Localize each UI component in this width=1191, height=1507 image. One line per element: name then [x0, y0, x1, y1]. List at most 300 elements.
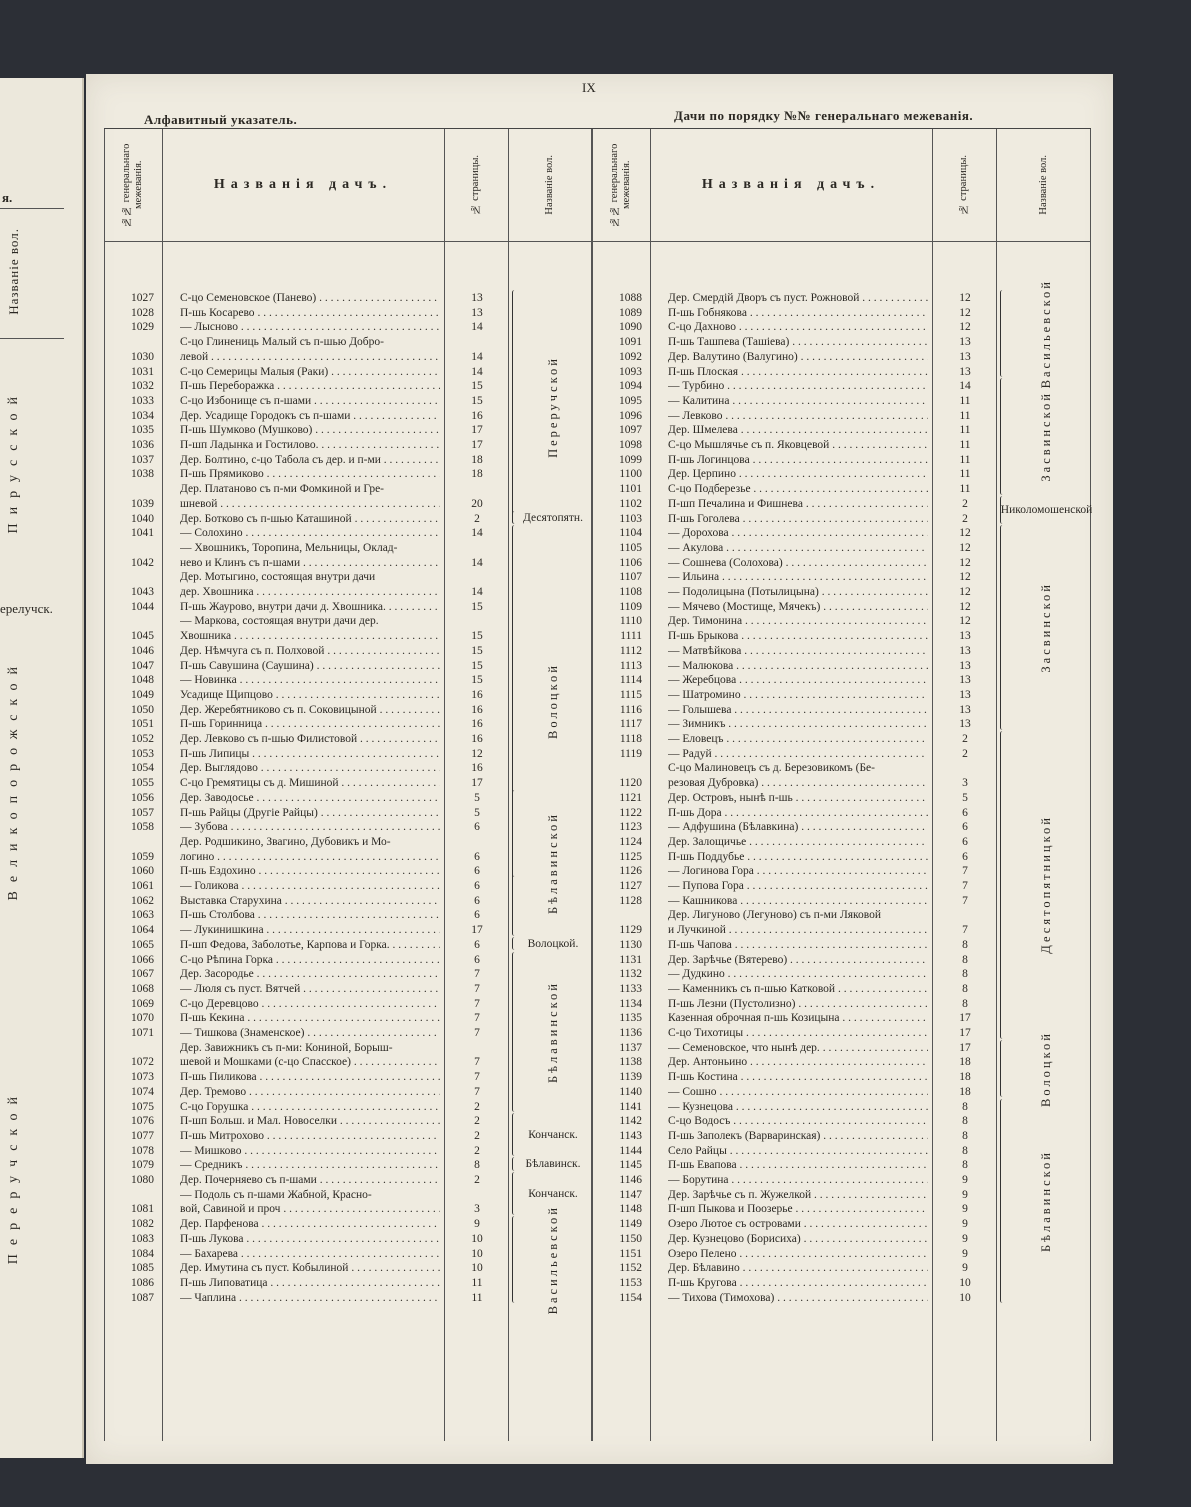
row-number: 1028 — [131, 306, 154, 319]
row-name: шевой и Мошками (с-цо Спасское) . . . — [180, 1055, 440, 1069]
volost-label: Десятопятн. — [523, 511, 583, 524]
volost-label: Васильевской — [1039, 278, 1053, 389]
row-name: С-цо Подберезье . . . — [668, 482, 928, 496]
row-name: С-цо Глинениць Малый съ п-шью Добро- — [180, 336, 384, 349]
row-page: 18 — [471, 453, 483, 466]
row-number: 1138 — [619, 1056, 642, 1069]
row-page: 16 — [471, 703, 483, 716]
volost-group — [516, 1205, 590, 1315]
row-number: 1044 — [131, 600, 154, 613]
row-page: 12 — [959, 615, 971, 628]
row-page: 8 — [962, 968, 968, 981]
row-number: 1105 — [619, 541, 642, 554]
row-number: 1045 — [131, 630, 154, 643]
row-name: вой, Савиной и проч . . . — [180, 1202, 440, 1216]
row-name: П-шь Гоголева . . . — [668, 512, 928, 526]
volost-group — [516, 1157, 590, 1171]
row-name: Дер. Тимонина . . . — [668, 614, 928, 628]
row-number: 1086 — [131, 1276, 154, 1289]
volost-group — [1004, 731, 1089, 1039]
row-page: 12 — [959, 527, 971, 540]
row-page: 7 — [474, 982, 480, 995]
group-brace — [512, 1113, 517, 1156]
row-page: 8 — [474, 1159, 480, 1172]
row-number: 1126 — [619, 865, 642, 878]
row-page: 6 — [474, 909, 480, 922]
group-brace — [512, 511, 517, 525]
row-page: 9 — [962, 1188, 968, 1201]
volost-label: Волоцкой. — [527, 937, 579, 950]
row-number: 1071 — [131, 1027, 154, 1039]
row-number: 1125 — [619, 850, 642, 863]
row-page: 15 — [471, 674, 483, 687]
row-name: П-шь Косарево . . . — [180, 306, 440, 320]
row-name: П-шь Столбова . . . — [180, 908, 440, 922]
row-name: Казенная оброчная п-шь Козицына . . . — [668, 1011, 928, 1025]
row-page: 9 — [962, 1232, 968, 1245]
row-name: Дер. Лигуново (Легуново) съ п-ми Ляковой — [668, 909, 882, 922]
row-name: С-цо Малиновецъ съ д. Березовикомъ (Бе- — [668, 762, 875, 775]
row-name: Озеро Пелено . . . — [668, 1247, 928, 1261]
row-number: 1073 — [131, 1071, 154, 1084]
volost-label: Бѣлавинск. — [525, 1158, 581, 1171]
row-name: Село Райцы . . . — [668, 1144, 928, 1158]
row-number: 1145 — [619, 1159, 642, 1172]
row-name: — Радуй . . . — [668, 747, 928, 761]
row-number: 1043 — [131, 585, 154, 598]
row-page: 7 — [474, 1071, 480, 1084]
row-name: С-цо Семеновское (Панево) . . . — [180, 291, 440, 305]
volost-label: Волоцкой — [545, 663, 560, 740]
row-number: 1127 — [619, 880, 642, 892]
row-name: П-шь Липоватица . . . — [180, 1276, 440, 1290]
row-page: 12 — [959, 586, 971, 598]
row-name: П-шь Савушина (Саушина) . . . — [180, 659, 440, 673]
row-name: — Еловецъ . . . — [668, 732, 928, 746]
row-number: 1140 — [619, 1085, 642, 1098]
row-page: 12 — [959, 321, 971, 334]
volost-group — [516, 511, 590, 525]
row-number: 1030 — [131, 350, 154, 363]
row-name: — Шатромино . . . — [668, 688, 928, 702]
row-name: П-шь Логинцова . . . — [668, 453, 928, 467]
row-name: С-цо Деревцово . . . — [180, 997, 440, 1011]
row-number: 1049 — [131, 688, 154, 701]
row-name: логино . . . — [180, 850, 440, 864]
row-name: Дер. Завижникъ съ п-ми: Кониной, Борыш- — [180, 1041, 393, 1054]
row-name: Дер. Островъ, нынѣ п-шь . . . — [668, 791, 928, 805]
row-page: 2 — [962, 512, 968, 525]
row-number: 1152 — [619, 1262, 642, 1275]
row-name: Дер. Левково съ п-шью Филистовой . . . — [180, 732, 440, 746]
row-number: 1128 — [619, 894, 642, 907]
row-page: 7 — [474, 968, 480, 981]
row-name: П-шь Лукова . . . — [180, 1232, 440, 1246]
row-name: Дер. Церпино . . . — [668, 467, 928, 481]
column-rule — [650, 129, 651, 1441]
header-left: Алфавитный указатель. — [144, 112, 298, 127]
row-number: 1042 — [131, 556, 154, 569]
row-name: — Подолицына (Потылицына) . . . — [668, 585, 928, 599]
row-number: 1040 — [131, 512, 154, 525]
row-page: 2 — [474, 1129, 480, 1142]
row-number: 1035 — [131, 424, 154, 437]
row-number: 1075 — [131, 1100, 154, 1113]
row-number: 1091 — [619, 336, 642, 349]
row-number: 1082 — [131, 1218, 154, 1231]
volost-group — [1004, 525, 1089, 730]
volost-label: Бѣлавинской — [545, 811, 560, 914]
row-number: 1069 — [131, 997, 154, 1010]
row-name: С-цо Тихотицы . . . — [668, 1026, 928, 1040]
row-number: 1088 — [619, 292, 642, 304]
row-name: Дер. Ботково съ п-шью Каташиной . . . — [180, 512, 440, 526]
prev-page-column-header: Названіе вол. — [6, 228, 21, 315]
header-separator — [104, 241, 1091, 242]
row-page: 9 — [962, 1203, 968, 1216]
group-brace — [1000, 1099, 1005, 1304]
row-number: 1134 — [619, 997, 642, 1010]
row-page: 2 — [474, 1100, 480, 1113]
row-number: 1130 — [619, 938, 642, 951]
row-page: 18 — [959, 1056, 971, 1069]
row-page: 13 — [959, 365, 971, 378]
row-page: 6 — [474, 821, 480, 834]
prev-page-top-rule — [0, 208, 64, 209]
row-page: 7 — [962, 924, 968, 937]
row-number: 1076 — [131, 1115, 154, 1128]
row-page: 14 — [471, 350, 483, 363]
row-name: П-шь Гобнякова . . . — [668, 306, 928, 320]
volost-label: Волоцкой — [1039, 1030, 1053, 1107]
row-page: 18 — [959, 1071, 971, 1084]
row-name: С-цо Гремятицы съ д. Мишиной . . . — [180, 776, 440, 790]
row-page: 12 — [471, 747, 483, 760]
prev-page-header-rule — [0, 338, 64, 339]
row-page: 6 — [962, 835, 968, 848]
row-name: Дер. Заводосье . . . — [180, 791, 440, 805]
row-page: 8 — [962, 997, 968, 1010]
group-brace — [1000, 290, 1005, 377]
row-number: 1063 — [131, 909, 154, 922]
row-number: 1047 — [131, 659, 154, 672]
row-number: 1078 — [131, 1144, 154, 1157]
prev-page-title: я. — [2, 190, 13, 205]
row-number: 1070 — [131, 1012, 154, 1025]
row-number: 1041 — [131, 527, 154, 540]
row-page: 11 — [959, 394, 971, 407]
row-name: — Люля съ пуст. Вятчей . . . — [180, 982, 440, 996]
row-name: — Зимникъ . . . — [668, 717, 928, 731]
row-page: 2 — [474, 512, 480, 525]
row-page: 11 — [959, 409, 971, 422]
row-number: 1053 — [131, 747, 154, 760]
row-number: 1095 — [619, 394, 642, 407]
row-name: — Маркова, состоящая внутри дачи дер. — [180, 615, 379, 628]
prev-page-district-label: ерелучск. — [0, 601, 53, 616]
row-name: Дер. Платаново съ п-ми Фомкиной и Гре- — [180, 483, 385, 496]
row-page: 11 — [959, 483, 971, 496]
left-volost-header: Названіе вол. — [544, 155, 555, 215]
row-page: 2 — [962, 497, 968, 510]
row-name: Дер. Парфенова . . . — [180, 1217, 440, 1231]
row-name: П-шь Заполекъ (Варваринская) . . . — [668, 1129, 928, 1143]
row-number: 1143 — [619, 1129, 642, 1142]
row-number: 1051 — [131, 718, 154, 731]
row-page: 6 — [474, 894, 480, 907]
row-name: — Кузнецова . . . — [668, 1100, 928, 1114]
row-page: 17 — [471, 924, 483, 937]
row-number: 1056 — [131, 791, 154, 804]
row-name: — Малюкова . . . — [668, 659, 928, 673]
row-name: П-шь Кругова . . . — [668, 1276, 928, 1290]
row-name: — Хвошникъ, Торопина, Мельницы, Оклад- — [180, 541, 398, 554]
row-page: 8 — [962, 982, 968, 995]
column-rule — [444, 129, 445, 1441]
prev-page-volost-label-2: Великопорожской — [6, 658, 21, 901]
row-page: 9 — [962, 1174, 968, 1186]
row-number: 1136 — [619, 1027, 642, 1039]
row-name: П-шь Ездохино . . . — [180, 864, 440, 878]
row-number: 1052 — [131, 733, 154, 745]
row-name: резовая Дубровка) . . . — [668, 776, 928, 790]
row-number: 1154 — [619, 1291, 642, 1304]
row-number: 1081 — [131, 1203, 154, 1216]
row-name: — Зубова . . . — [180, 820, 440, 834]
row-name: С-цо Семерицы Малыя (Раки) . . . — [180, 365, 440, 379]
row-name: Дер. Антоньино . . . — [668, 1055, 928, 1069]
row-number: 1122 — [619, 806, 642, 819]
row-name: П-шь Брыкова . . . — [668, 629, 928, 643]
group-brace — [1000, 1040, 1005, 1098]
row-number: 1066 — [131, 953, 154, 966]
row-page: 17 — [471, 424, 483, 437]
row-number: 1107 — [619, 571, 642, 584]
row-name: и Лучкиной . . . — [668, 923, 928, 937]
row-number: 1132 — [619, 968, 642, 981]
row-page: 9 — [962, 1262, 968, 1275]
row-number: 1111 — [620, 630, 642, 643]
row-page: 16 — [471, 718, 483, 731]
row-name: Дер. Болтино, с-цо Табола съ дер. и п-ми . . . — [180, 453, 440, 467]
row-page: 17 — [471, 777, 483, 790]
row-name: Дер. Кузнецово (Борисиха) . . . — [668, 1232, 928, 1246]
row-name: левой . . . — [180, 350, 440, 364]
row-name: — Каменникъ съ п-шью Катковой . . . — [668, 982, 928, 996]
row-name: — Семеновское, что нынѣ дер. . . . — [668, 1041, 928, 1055]
row-name: Дер. Родшикино, Звагино, Дубовикъ и Мо- — [180, 835, 391, 848]
row-name: П-шп Печалина и Фишнева . . . — [668, 497, 928, 511]
row-page: 2 — [474, 1174, 480, 1186]
row-number: 1112 — [619, 644, 642, 657]
row-name: шневой . . . — [180, 497, 440, 511]
row-number: 1144 — [619, 1144, 642, 1157]
previous-page-edge — [0, 78, 84, 1458]
row-page: 13 — [959, 688, 971, 701]
row-number: 1146 — [619, 1174, 642, 1186]
row-name: П-шь Пиликова . . . — [180, 1070, 440, 1084]
row-page: 15 — [471, 630, 483, 643]
row-page: 13 — [959, 718, 971, 731]
volost-group — [516, 790, 590, 936]
row-page: 13 — [959, 644, 971, 657]
row-page: 14 — [959, 380, 971, 393]
row-name: С-цо Дахново . . . — [668, 320, 928, 334]
row-name: — Мячево (Мостище, Мячекъ) . . . — [668, 600, 928, 614]
right-page-header: № страницы. — [958, 155, 969, 215]
row-number: 1153 — [619, 1276, 642, 1289]
row-number: 1119 — [619, 747, 642, 760]
row-name: П-шь Поддубье . . . — [668, 850, 928, 864]
row-page: 6 — [474, 938, 480, 951]
row-page: 13 — [959, 703, 971, 716]
group-brace — [512, 1216, 517, 1303]
row-page: 12 — [959, 292, 971, 304]
row-page: 12 — [959, 571, 971, 584]
row-number: 1113 — [619, 659, 642, 672]
row-page: 15 — [471, 659, 483, 672]
row-page: 17 — [471, 439, 483, 451]
row-name: П-шь Прямиково . . . — [180, 467, 440, 481]
row-page: 12 — [959, 306, 971, 319]
row-page: 6 — [962, 850, 968, 863]
row-number: 1093 — [619, 365, 642, 378]
row-name: Дер. Смердій Дворъ съ пуст. Рожновой . . . — [668, 291, 928, 305]
index-page — [86, 74, 1113, 1464]
row-number: 1139 — [619, 1071, 642, 1084]
row-number: 1065 — [131, 938, 154, 951]
row-number: 1117 — [619, 718, 642, 731]
row-page: 13 — [471, 306, 483, 319]
row-name: — Лукинишкина . . . — [180, 923, 440, 937]
row-number: 1046 — [131, 644, 154, 657]
group-brace — [1000, 731, 1005, 1039]
row-page: 13 — [959, 350, 971, 363]
row-name: Дер. Почерняево съ п-шами . . . — [180, 1173, 440, 1187]
row-number: 1072 — [131, 1056, 154, 1069]
row-number: 1142 — [619, 1115, 642, 1128]
group-brace — [512, 937, 517, 951]
volost-label: Засвинской — [1039, 582, 1053, 673]
row-page: 6 — [474, 953, 480, 966]
row-page: 3 — [962, 777, 968, 790]
row-page: 15 — [471, 600, 483, 613]
volost-group — [516, 1113, 590, 1156]
row-page: 6 — [962, 821, 968, 834]
prev-page-volost-label-1: Пирусской — [6, 388, 21, 534]
row-number: 1098 — [619, 439, 642, 451]
right-volost-header: Названіе вол. — [1037, 155, 1049, 215]
row-page: 7 — [962, 894, 968, 907]
row-number: 1124 — [619, 835, 642, 848]
row-number: 1038 — [131, 468, 154, 481]
row-name: Дер. Мотыгино, состоящая внутри дачи — [180, 571, 376, 584]
column-rule — [162, 129, 163, 1441]
prev-page-volost-label-3: Переручской — [6, 1088, 21, 1265]
left-name-header: Названія дачъ. — [213, 177, 393, 192]
row-name: — Голышева . . . — [668, 703, 928, 717]
row-name: П-шь Жаурово, внутри дачи д. Хвошника. . . . — [180, 600, 440, 614]
column-rule — [1090, 129, 1091, 1441]
row-name: нево и Клинъ съ п-шами . . . — [180, 556, 440, 570]
row-number: 1096 — [619, 409, 642, 422]
row-page: 18 — [959, 1085, 971, 1098]
row-name: — Пупова Гора . . . — [668, 879, 928, 893]
row-name: — Чаплина . . . — [180, 1291, 440, 1305]
row-name: Выставка Старухина . . . — [180, 894, 440, 908]
row-name: С-цо Избонище съ п-шами . . . — [180, 394, 440, 408]
row-page: 18 — [471, 468, 483, 481]
row-page: 2 — [474, 1144, 480, 1157]
row-page: 20 — [471, 497, 483, 510]
row-number: 1068 — [131, 982, 154, 995]
row-name: — Матвѣйкова . . . — [668, 644, 928, 658]
right-number-header: №№ генеральнаго межеванія. — [609, 143, 632, 227]
row-page: 16 — [471, 688, 483, 701]
row-number: 1090 — [619, 321, 642, 334]
row-page: 13 — [959, 336, 971, 349]
row-number: 1061 — [131, 880, 154, 892]
row-number: 1109 — [619, 600, 642, 613]
row-page: 7 — [474, 997, 480, 1010]
row-page: 14 — [471, 527, 483, 540]
row-number: 1027 — [131, 292, 154, 304]
row-name: П-шь Митрохово . . . — [180, 1129, 440, 1143]
row-name: Дер. Залощичье . . . — [668, 835, 928, 849]
row-number: 1137 — [619, 1041, 642, 1054]
row-page: 11 — [471, 1276, 483, 1289]
row-page: 14 — [471, 585, 483, 598]
row-name: Дер. Усадище Городокъ съ п-шами . . . — [180, 409, 440, 423]
row-name: Дер. Жеребятниково съ п. Соковицыной . . . — [180, 703, 440, 717]
row-number: 1087 — [131, 1291, 154, 1304]
row-number: 1103 — [619, 512, 642, 525]
row-name: Хвошника . . . — [180, 629, 440, 643]
row-number: 1115 — [619, 688, 642, 701]
row-name: — Акулова . . . — [668, 541, 928, 555]
row-page: 3 — [474, 1203, 480, 1216]
row-page: 6 — [474, 850, 480, 863]
row-number: 1114 — [619, 674, 642, 687]
row-name: Дер. Выглядово . . . — [180, 761, 440, 775]
volost-label: Кончанск. — [528, 1187, 578, 1200]
row-name: — Подоль съ п-шами Жабной, Красно- — [180, 1188, 372, 1201]
row-page: 6 — [474, 865, 480, 878]
row-page: 14 — [471, 321, 483, 334]
row-name: — Солохино . . . — [180, 526, 440, 540]
volost-group — [1004, 378, 1089, 495]
row-page: 12 — [959, 541, 971, 554]
row-page: 8 — [962, 1144, 968, 1157]
row-page: 13 — [959, 630, 971, 643]
volost-label: Переручской — [545, 356, 560, 459]
row-number: 1118 — [619, 733, 642, 745]
row-number: 1084 — [131, 1247, 154, 1260]
group-brace — [1000, 525, 1005, 730]
row-page: 2 — [962, 747, 968, 760]
row-name: — Сошнева (Солохова) . . . — [668, 556, 928, 570]
row-number: 1048 — [131, 674, 154, 687]
row-number: 1055 — [131, 777, 154, 790]
row-number: 1029 — [131, 321, 154, 334]
volost-label: Засвинской — [1039, 391, 1053, 482]
row-number: 1150 — [619, 1232, 642, 1245]
row-number: 1100 — [619, 468, 642, 481]
row-number: 1121 — [619, 791, 642, 804]
row-name: — Логинова Гора . . . — [668, 864, 928, 878]
group-brace — [512, 1172, 517, 1215]
row-page: 9 — [962, 1247, 968, 1260]
